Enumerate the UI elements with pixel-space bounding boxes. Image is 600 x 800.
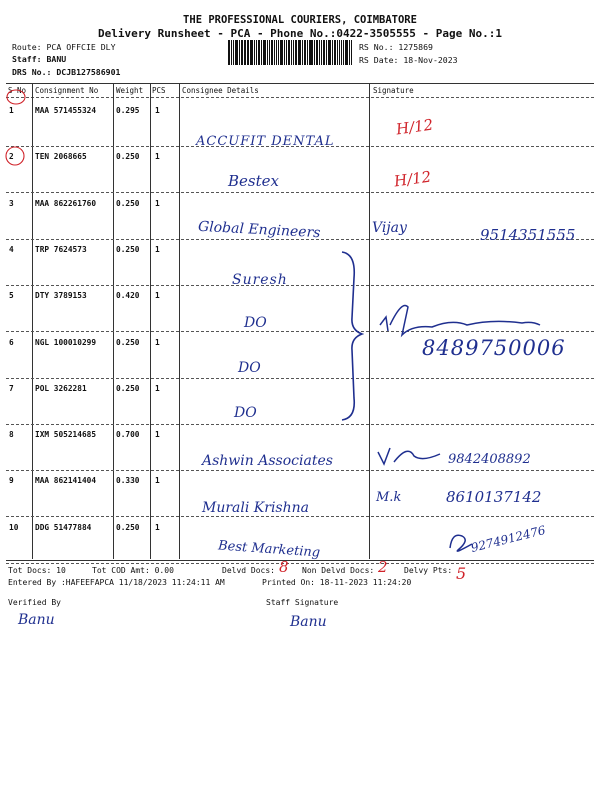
barcode-bar xyxy=(288,40,290,65)
handwritten-consignee: ACCUFIT DENTAL xyxy=(196,134,335,149)
barcode-bar xyxy=(231,40,232,65)
cell-sno: 4 xyxy=(9,244,14,254)
delivered-docs-label: Delvd Docs: xyxy=(222,566,275,575)
barcode-bar xyxy=(269,40,270,65)
cell-consignment-no: IXM 505214685 xyxy=(35,430,97,440)
cell-pcs: 1 xyxy=(155,198,160,208)
cell-pcs: 1 xyxy=(155,106,160,115)
route: Route: PCA OFFCIE DLY xyxy=(12,42,116,52)
barcode-bar xyxy=(241,40,243,65)
barcode-bar xyxy=(278,40,279,65)
non-delivered-docs-value: 2 xyxy=(378,558,388,576)
table-header-rule xyxy=(6,97,594,98)
barcode xyxy=(228,40,353,65)
company-name: THE PROFESSIONAL COURIERS, COIMBATORE xyxy=(183,14,417,26)
col-header-consignee: Consignee Details xyxy=(182,86,259,95)
cell-consignment-no: MAA 862141404 xyxy=(35,476,97,486)
cell-consignment-no: MAA 862261760 xyxy=(35,198,97,208)
barcode-bar xyxy=(254,40,255,65)
handwritten-phone: 8489750006 xyxy=(422,336,566,360)
cell-consignment-no: NGL 100010299 xyxy=(35,337,97,347)
barcode-bar xyxy=(291,40,292,65)
cell-consignment-no: MAA 571455324 xyxy=(35,106,97,115)
barcode-bar xyxy=(276,40,278,65)
row-divider xyxy=(6,285,594,286)
col-divider xyxy=(113,83,114,559)
barcode-bar xyxy=(309,40,310,65)
cell-sno: 8 xyxy=(9,430,14,440)
barcode-bar xyxy=(334,40,336,65)
rs-number: RS No.: 1275869 xyxy=(359,42,433,52)
cell-sno: 6 xyxy=(9,337,14,347)
barcode-bar xyxy=(328,40,331,65)
row-divider xyxy=(6,470,594,471)
col-header-consignment: Consignment No xyxy=(35,86,99,95)
barcode-bar xyxy=(267,40,268,65)
col-header-pcs: PCS xyxy=(152,86,166,95)
cell-pcs: 1 xyxy=(155,244,160,254)
barcode-bar xyxy=(341,40,343,65)
cell-pcs: 1 xyxy=(155,337,160,347)
handwritten-signature: Vijay xyxy=(372,220,407,236)
barcode-bar xyxy=(302,40,303,65)
barcode-bar xyxy=(271,40,273,65)
barcode-bar xyxy=(298,40,301,65)
barcode-bar xyxy=(295,40,297,65)
cell-pcs: 1 xyxy=(155,476,160,486)
cell-weight: 0.700 xyxy=(116,430,140,440)
barcode-bar xyxy=(247,40,249,65)
cell-weight: 0.420 xyxy=(116,291,140,301)
barcode-bar xyxy=(261,40,262,65)
cell-consignment-no: TRP 7624573 xyxy=(35,244,87,254)
total-docs: Tot Docs: 10 xyxy=(8,566,66,575)
delivery-points-label: Delvy Pts: xyxy=(404,566,453,575)
barcode-bar xyxy=(351,40,352,65)
cell-weight: 0.250 xyxy=(116,337,140,347)
cell-weight: 0.330 xyxy=(116,476,140,486)
cell-sno: 3 xyxy=(9,198,14,208)
cell-pcs: 1 xyxy=(155,522,160,532)
barcode-bar xyxy=(304,40,306,65)
barcode-bar xyxy=(293,40,294,65)
barcode-bar xyxy=(286,40,287,65)
cell-sno: 10 xyxy=(9,522,19,532)
verified-by-signature: Banu xyxy=(18,612,55,628)
barcode-bar xyxy=(284,40,285,65)
barcode-bar xyxy=(244,40,245,65)
total-cod: Tot COD Amt: 0.00 xyxy=(92,566,174,575)
col-divider xyxy=(369,83,370,559)
cell-consignment-no: TEN 2068665 xyxy=(35,152,87,162)
handwritten-phone: 9274912476 xyxy=(469,522,547,556)
handwritten-note: H/12 xyxy=(392,167,433,191)
col-divider xyxy=(32,83,33,559)
handwritten-consignee: Bestex xyxy=(228,172,279,190)
staff-signature: Banu xyxy=(290,614,327,630)
red-circle-mark xyxy=(4,87,28,107)
cell-pcs: 1 xyxy=(155,383,160,393)
handwritten-phone: 9842408892 xyxy=(448,452,531,467)
row-divider xyxy=(6,516,594,517)
barcode-bar xyxy=(319,40,320,65)
handwritten-note: H/12 xyxy=(394,115,435,139)
staff-signature-label: Staff Signature xyxy=(266,598,339,607)
cell-pcs: 1 xyxy=(155,152,160,162)
row-divider xyxy=(6,378,594,379)
barcode-bar xyxy=(321,40,322,65)
barcode-bar xyxy=(280,40,283,65)
barcode-bar xyxy=(332,40,333,65)
cell-sno: 5 xyxy=(9,291,14,301)
rs-date: RS Date: 18-Nov-2023 xyxy=(359,55,458,65)
barcode-bar xyxy=(345,40,348,65)
barcode-bar xyxy=(250,40,253,65)
barcode-bar xyxy=(258,40,260,65)
handwritten-consignee: DO xyxy=(234,405,257,421)
handwritten-consignee: Murali Krishna xyxy=(202,500,309,516)
handwritten-consignee: Best Marketing xyxy=(217,538,321,561)
non-delivered-docs-label: Non Delvd Docs: xyxy=(302,566,375,575)
barcode-bar xyxy=(256,40,257,65)
barcode-bar xyxy=(323,40,325,65)
cell-sno: 7 xyxy=(9,383,14,393)
barcode-bar xyxy=(314,40,315,65)
handwritten-brace xyxy=(336,248,364,423)
delivery-points-value: 5 xyxy=(456,564,467,583)
red-circle-mark xyxy=(3,144,27,168)
cell-sno: 1 xyxy=(9,106,14,115)
barcode-bar xyxy=(310,40,313,65)
cell-consignment-no: POL 3262281 xyxy=(35,383,87,393)
cell-sno: 9 xyxy=(9,476,14,486)
barcode-bar xyxy=(339,40,340,65)
cell-pcs: 1 xyxy=(155,291,160,301)
cell-sno: 2 xyxy=(9,152,14,162)
handwritten-phone: 8610137142 xyxy=(446,488,542,506)
row-divider xyxy=(6,563,594,564)
cell-consignment-no: DDG 51477884 xyxy=(35,522,92,532)
col-header-signature: Signature xyxy=(373,86,414,95)
delivered-docs-value: 8 xyxy=(279,558,289,576)
barcode-bar xyxy=(316,40,318,65)
cell-weight: 0.250 xyxy=(116,383,140,393)
row-divider xyxy=(6,424,594,425)
table-top-rule xyxy=(6,83,594,84)
handwritten-consignee: Ashwin Associates xyxy=(202,453,333,469)
drs-number: DRS No.: DCJB127586901 xyxy=(12,67,121,77)
barcode-bar xyxy=(263,40,266,65)
staff: Staff: BANU xyxy=(12,54,67,64)
handwritten-consignee: DO xyxy=(238,360,261,376)
barcode-bar xyxy=(245,40,246,65)
col-header-sno: S No xyxy=(8,86,27,95)
handwritten-consignee: Global Engineers xyxy=(197,218,321,242)
printed-on: Printed On: 18-11-2023 11:24:20 xyxy=(262,578,412,587)
cell-weight: 0.250 xyxy=(116,522,140,532)
cell-weight: 0.295 xyxy=(116,106,140,115)
col-header-weight: Weight xyxy=(116,86,144,95)
col-divider xyxy=(179,83,180,559)
barcode-bar xyxy=(239,40,240,65)
cell-weight: 0.250 xyxy=(116,244,140,254)
barcode-bar xyxy=(337,40,338,65)
col-divider xyxy=(150,83,151,559)
barcode-bar xyxy=(343,40,344,65)
barcode-bar xyxy=(235,40,238,65)
entered-by: Entered By :HAFEEFAPCA 11/18/2023 11:24:11 AM xyxy=(8,578,225,587)
cell-consignment-no: DTY 3789153 xyxy=(35,291,87,301)
barcode-bar xyxy=(349,40,350,65)
cell-weight: 0.250 xyxy=(116,152,140,162)
handwritten-phone: 9514351555 xyxy=(480,226,576,244)
handwritten-signature xyxy=(374,440,444,470)
handwritten-signature: M.k xyxy=(376,490,402,505)
verified-by-label: Verified By xyxy=(8,598,61,607)
barcode-bar xyxy=(274,40,275,65)
row-divider xyxy=(6,192,594,193)
cell-weight: 0.250 xyxy=(116,198,140,208)
barcode-bar xyxy=(228,40,230,65)
handwritten-consignee: DO xyxy=(244,315,267,331)
handwritten-consignee: Suresh xyxy=(232,272,288,288)
table-bottom-rule xyxy=(6,560,594,561)
barcode-bar xyxy=(233,40,234,65)
barcode-bar xyxy=(326,40,327,65)
barcode-bar xyxy=(307,40,308,65)
runsheet-title: Delivery Runsheet - PCA - Phone No.:0422-3505555 - Page No.:1 xyxy=(98,27,502,40)
cell-pcs: 1 xyxy=(155,430,160,440)
